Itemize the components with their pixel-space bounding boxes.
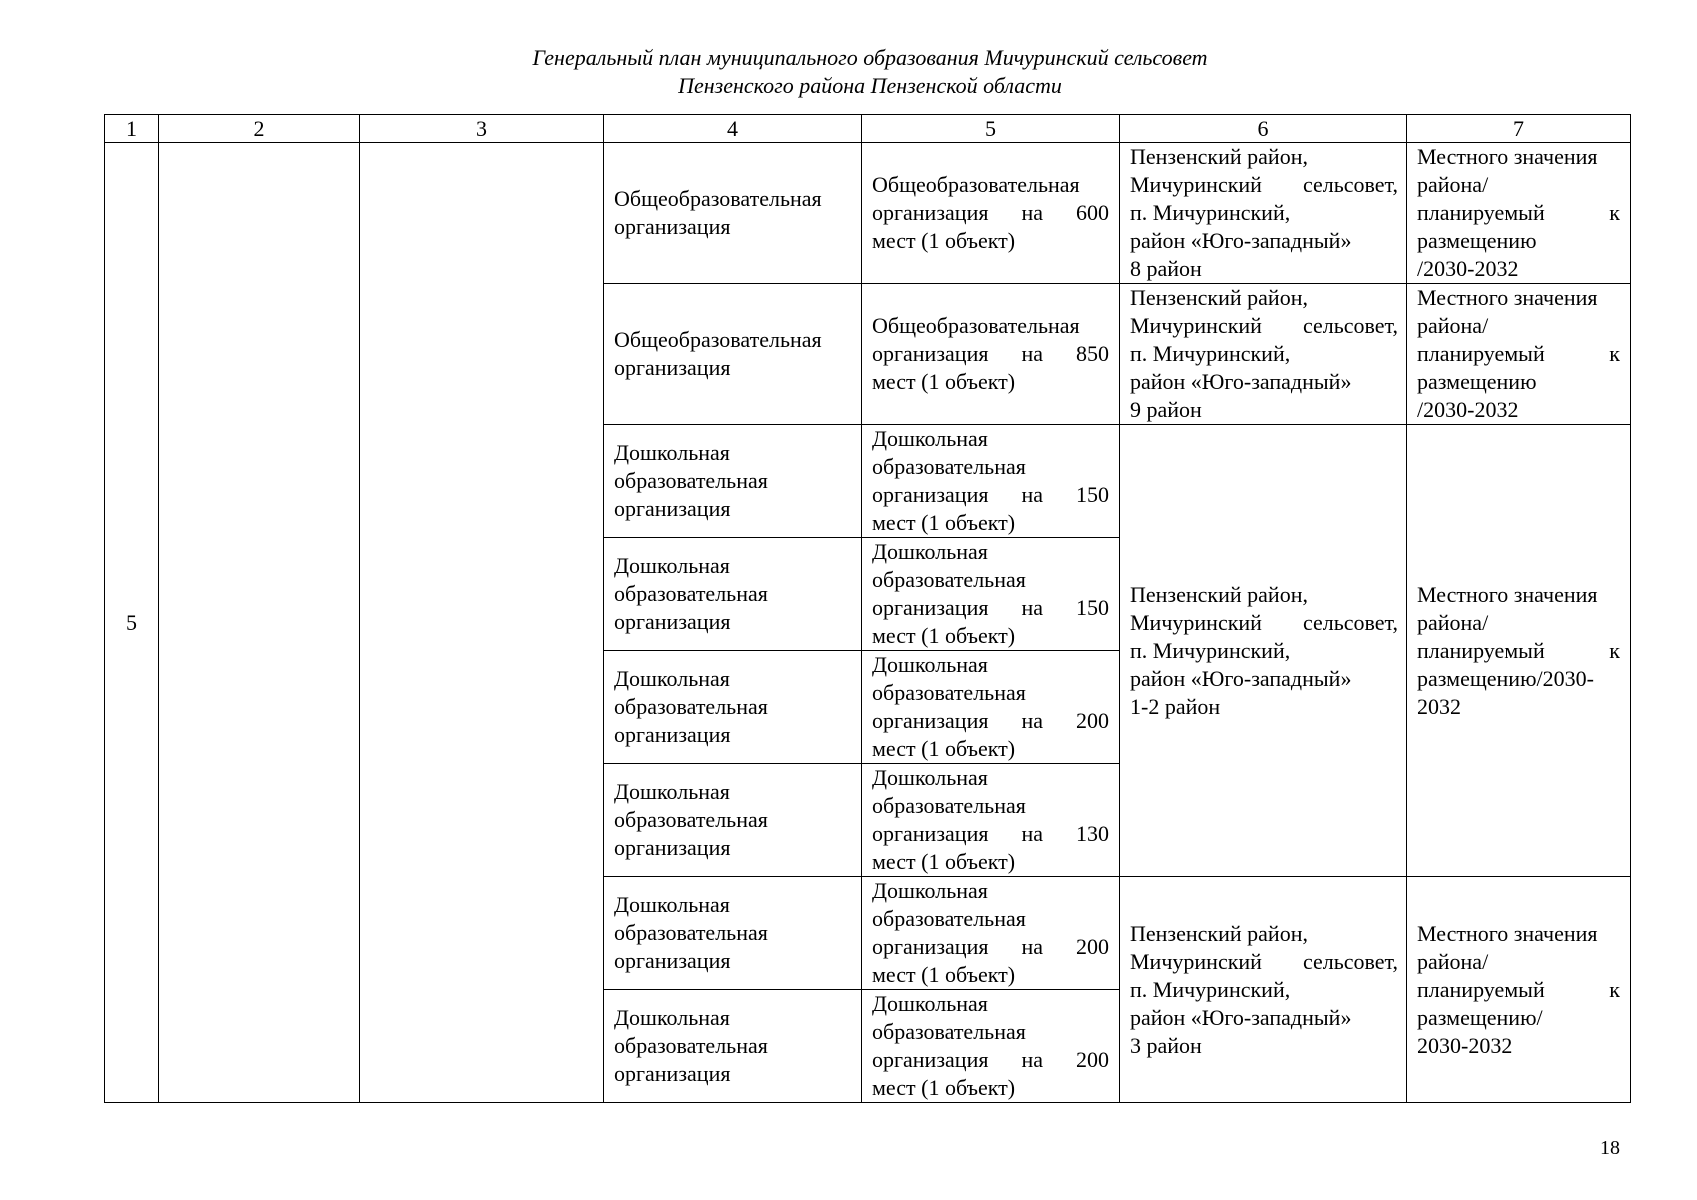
location-cell [1120,284,1407,425]
desc-line: мест (1 объект) [872,510,1016,535]
status-line: /2030-2032 [1417,256,1519,281]
desc-word: организация [872,1047,989,1072]
location-line: район «Юго-западный» [1130,665,1352,691]
status-line: района/ [1417,609,1489,635]
location-line: 8 район [1130,256,1202,281]
desc-line [872,594,1109,622]
desc-line: Дошкольная [872,878,988,903]
desc-line [872,199,1109,227]
desc-line: мест (1 объект) [872,369,1016,394]
object-type-line: организация [614,496,731,521]
location-line: п. Мичуринский, [1130,200,1291,225]
desc-line: Дошкольная [872,991,988,1016]
desc-word: организация [872,708,989,733]
status-word: планируемый [1417,637,1545,663]
column-number: 2 [159,115,360,143]
column-number: 1 [105,115,159,143]
location-line [1130,609,1398,637]
desc-line: образовательная [872,906,1026,931]
column-number: 7 [1407,115,1631,143]
desc-line: Дошкольная [872,652,988,677]
object-type-line: образовательная [614,807,768,832]
desc-word: на [1021,595,1043,620]
desc-capacity: 150 [1075,482,1109,507]
object-type-line: Общеобразовательная [614,327,822,352]
object-type-cell [604,538,862,651]
location-cell [1120,143,1407,284]
desc-line: Дошкольная [872,765,988,790]
status-line: размещению/ [1417,1004,1543,1030]
location-line: район «Юго-западный» [1130,228,1352,253]
status-cell [1407,143,1631,284]
status-line: /2030-2032 [1417,397,1519,422]
object-type-line: образовательная [614,920,768,945]
object-type-cell [604,143,862,284]
location-line: 3 район [1130,1032,1202,1058]
location-line: район «Юго-западный» [1130,1004,1352,1030]
status-line [1417,976,1620,1004]
column-number: 6 [1120,115,1407,143]
object-type-line: Дошкольная [614,892,730,917]
location-line: Пензенский район, [1130,285,1308,310]
desc-line: мест (1 объект) [872,962,1016,987]
status-word: к [1609,200,1620,225]
desc-line: мест (1 объект) [872,736,1016,761]
desc-word: организация [872,821,989,846]
desc-word: на [1021,1047,1043,1072]
object-type-line: организация [614,722,731,747]
status-word: к [1609,341,1620,366]
location-line: 1-2 район [1130,693,1221,719]
location-word: Мичуринский [1130,609,1262,635]
desc-line: образовательная [872,793,1026,818]
desc-word: на [1021,200,1043,225]
status-word: к [1609,637,1620,663]
desc-line [872,1046,1109,1074]
status-word: планируемый [1417,976,1545,1002]
location-word: Мичуринский [1130,172,1262,197]
desc-line [872,933,1109,961]
status-line: Местного значения [1417,285,1598,310]
header-line-2: Пензенского района Пензенской области [678,73,1062,98]
object-type-cell [604,990,862,1103]
location-cell [1120,877,1407,1103]
object-type-line: Дошкольная [614,1005,730,1030]
object-type-line: организация [614,214,731,239]
object-type-line: образовательная [614,581,768,606]
desc-line [872,820,1109,848]
empty-cell-col3 [360,143,604,1103]
location-word: сельсовет, [1302,313,1398,338]
location-line: п. Мичуринский, [1130,976,1291,1002]
page-number: 18 [1600,1137,1620,1159]
column-number-row [105,115,1631,143]
status-line [1417,199,1620,227]
column-number: 3 [360,115,604,143]
desc-capacity: 200 [1075,708,1109,733]
status-cell [1407,425,1631,877]
location-line: Пензенский район, [1130,581,1308,607]
object-type-cell [604,284,862,425]
object-description-cell [862,764,1120,877]
desc-capacity: 850 [1075,341,1109,366]
location-word: Мичуринский [1130,948,1262,974]
status-line: района/ [1417,313,1489,338]
desc-word: организация [872,200,989,225]
status-word: планируемый [1417,341,1545,366]
desc-line: мест (1 объект) [872,849,1016,874]
object-type-cell [604,425,862,538]
desc-word: на [1021,341,1043,366]
location-line [1130,312,1398,340]
desc-word: организация [872,934,989,959]
status-line: 2032 [1417,693,1461,719]
location-line: п. Мичуринский, [1130,341,1291,366]
object-type-line: Общеобразовательная [614,186,822,211]
desc-line: мест (1 объект) [872,623,1016,648]
location-line [1130,171,1398,199]
desc-capacity: 200 [1075,934,1109,959]
object-type-cell [604,651,862,764]
status-line: Местного значения [1417,581,1598,607]
object-type-line: Дошкольная [614,553,730,578]
desc-line [872,481,1109,509]
document-header [0,44,1697,100]
desc-line: Общеобразовательная [872,313,1080,338]
object-type-line: Дошкольная [614,666,730,691]
planning-table [104,114,1631,1103]
location-word: сельсовет, [1302,172,1398,197]
desc-line [872,340,1109,368]
desc-line: образовательная [872,680,1026,705]
location-line: Пензенский район, [1130,920,1308,946]
status-line [1417,340,1620,368]
desc-line: мест (1 объект) [872,1075,1016,1100]
object-description-cell [862,284,1120,425]
object-type-cell [604,764,862,877]
header-line-1: Генеральный план муниципального образования Мичуринский сельсовет [532,45,1208,70]
desc-line: образовательная [872,1019,1026,1044]
status-line: размещению [1417,228,1537,253]
desc-word: на [1021,934,1043,959]
desc-capacity: 600 [1075,200,1109,225]
object-type-line: образовательная [614,1033,768,1058]
object-description-cell [862,990,1120,1103]
location-line [1130,948,1398,976]
row-number: 5 [105,143,159,1103]
object-type-line: организация [614,355,731,380]
status-line: размещению [1417,369,1537,394]
desc-capacity: 200 [1075,1047,1109,1072]
status-line: Местного значения [1417,144,1598,169]
location-cell [1120,425,1407,877]
status-line: района/ [1417,948,1489,974]
object-type-line: образовательная [614,468,768,493]
desc-word: организация [872,595,989,620]
object-type-cell [604,877,862,990]
desc-line: Общеобразовательная [872,172,1080,197]
location-word: сельсовет, [1302,609,1398,635]
desc-word: организация [872,482,989,507]
desc-line: образовательная [872,567,1026,592]
status-line: Местного значения [1417,920,1598,946]
desc-word: на [1021,821,1043,846]
desc-word: на [1021,708,1043,733]
column-number: 5 [862,115,1120,143]
status-line: района/ [1417,172,1489,197]
object-type-line: организация [614,1061,731,1086]
desc-capacity: 130 [1075,821,1109,846]
desc-line: образовательная [872,454,1026,479]
desc-line: мест (1 объект) [872,228,1016,253]
object-type-line: Дошкольная [614,779,730,804]
object-type-line: организация [614,948,731,973]
location-line: район «Юго-западный» [1130,369,1352,394]
object-type-line: организация [614,835,731,860]
location-line: п. Мичуринский, [1130,637,1291,663]
status-line: 2030-2032 [1417,1032,1513,1058]
status-line: размещению/2030- [1417,665,1594,691]
object-description-cell [862,143,1120,284]
table-row [105,143,1631,284]
status-word: к [1609,976,1620,1002]
desc-line: Дошкольная [872,426,988,451]
object-type-line: Дошкольная [614,440,730,465]
location-line: 9 район [1130,397,1202,422]
desc-word: организация [872,341,989,366]
object-description-cell [862,425,1120,538]
empty-cell-col2 [159,143,360,1103]
desc-line: Дошкольная [872,539,988,564]
location-word: сельсовет, [1302,948,1398,974]
column-number: 4 [604,115,862,143]
desc-capacity: 150 [1075,595,1109,620]
desc-line [872,707,1109,735]
object-type-line: организация [614,609,731,634]
desc-word: на [1021,482,1043,507]
status-cell [1407,284,1631,425]
location-word: Мичуринский [1130,313,1262,338]
status-line [1417,637,1620,665]
object-description-cell [862,651,1120,764]
location-line: Пензенский район, [1130,144,1308,169]
object-description-cell [862,877,1120,990]
status-cell [1407,877,1631,1103]
status-word: планируемый [1417,200,1545,225]
object-description-cell [862,538,1120,651]
object-type-line: образовательная [614,694,768,719]
